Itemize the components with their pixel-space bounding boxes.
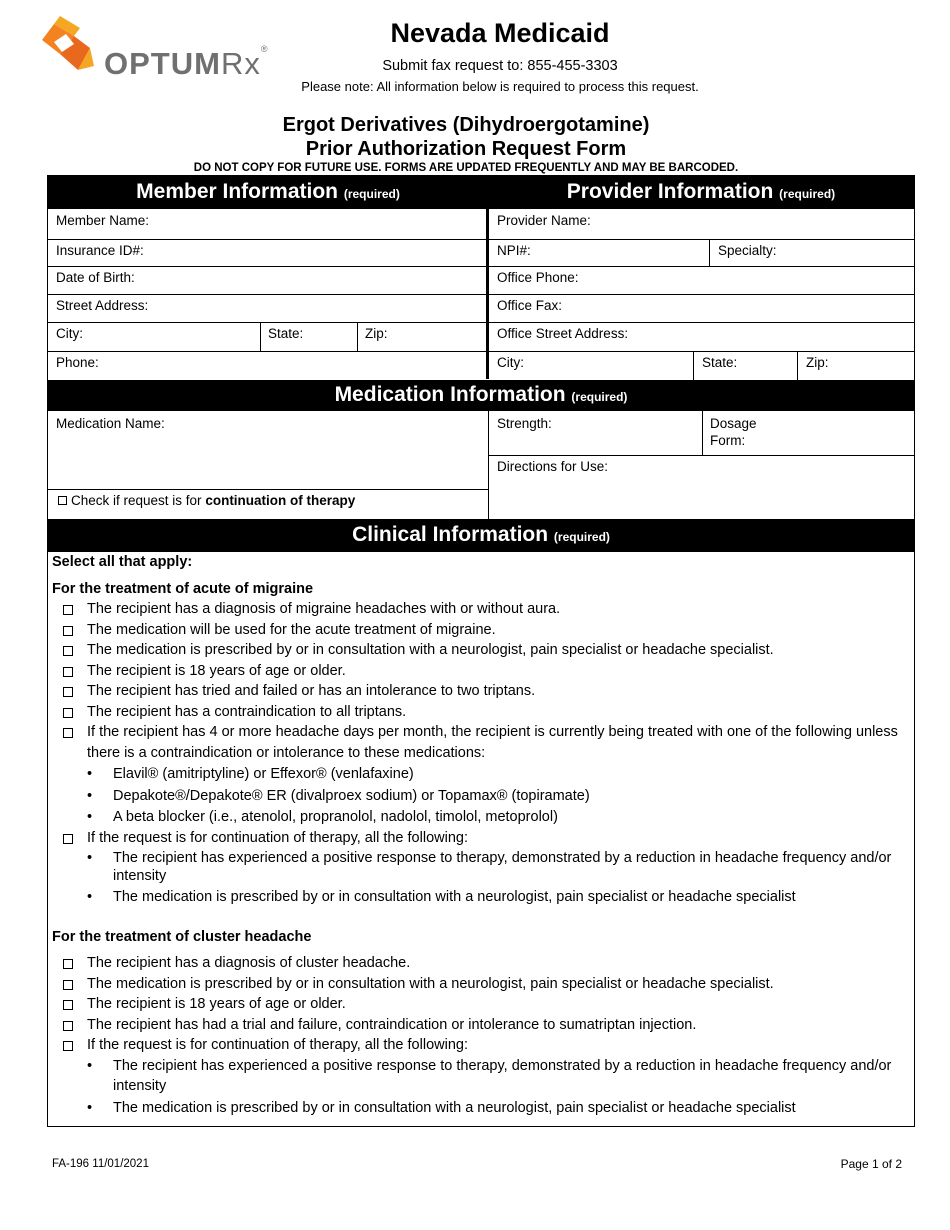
cluster-criterion[interactable]: The recipient has a diagnosis of cluster headache. [52,953,912,974]
clinical-criteria [52,551,912,1118]
cluster-criterion[interactable]: If the request is for continuation of therapy, all the following: [52,1035,912,1056]
cluster-criterion[interactable]: The recipient has had a trial and failure, contraindication or intolerance to sumatriptan injection. [52,1015,912,1036]
checkbox-icon[interactable] [63,687,73,697]
continuation-requirement: • The recipient has experienced a positive response to therapy, demonstrated by a reduction in headache frequency and/or intensity [52,1056,912,1096]
migraine-criterion[interactable]: The recipient has tried and failed or has an intolerance to two triptans. [52,681,912,702]
cluster-section-heading: For the treatment of cluster headache [52,928,312,945]
checkbox-icon[interactable] [63,959,73,969]
row-line [48,351,914,352]
continuation-requirement: • The recipient has experienced a positive response to therapy, demonstrated by a reduction in headache frequency and/or intensity [52,849,912,885]
checkbox-icon[interactable] [63,834,73,844]
required-note: Please note: All information below is required to process this request. [301,79,699,94]
provider-city-field[interactable]: City: [497,355,524,370]
cluster-criterion[interactable]: The recipient is 18 years of age or older. [52,994,912,1015]
checkbox-icon[interactable] [63,626,73,636]
checkbox-icon[interactable] [63,605,73,615]
form-id: FA-196 11/01/2021 [52,1158,149,1170]
form-title: Ergot Derivatives (Dihydroergotamine) Prior Authorization Request Form [282,114,650,160]
migraine-continuation-criterion[interactable]: If the request is for continuation of therapy, all the following: [52,828,912,849]
cluster-criterion[interactable]: The medication is prescribed by or in consultation with a neurologist, pain specialist or headache specialist. [52,974,912,995]
migraine-criterion[interactable]: The medication will be used for the acute treatment of migraine. [52,620,912,641]
dosage-form-field[interactable]: Dosage Form: [710,416,757,448]
strength-field[interactable]: Strength: [497,416,552,431]
member-city-field[interactable]: City: [56,326,83,341]
migraine-section-heading: For the treatment of acute of migraine [52,580,314,597]
page-title: Nevada Medicaid [390,18,610,48]
medication-option: • Elavil® (amitriptyline) or Effexor® (venlafaxine) [52,764,912,785]
migraine-criterion[interactable]: The medication is prescribed by or in consultation with a neurologist, pain specialist or headache specialist. [52,640,912,661]
checkbox-icon[interactable] [63,1000,73,1010]
member-heading: Member Information (required) [136,180,400,203]
office-street-field[interactable]: Office Street Address: [497,326,629,341]
medication-heading: Medication Information (required) [48,380,914,411]
copy-warning: DO NOT COPY FOR FUTURE USE. FORMS ARE UPDATED FREQUENTLY AND MAY BE BARCODED. [193,162,739,174]
continuation-requirement: • The medication is prescribed by or in consultation with a neurologist, pain specialist or headache specialist [52,887,912,908]
medication-name-field[interactable]: Medication Name: [56,416,165,431]
provider-state-field[interactable]: State: [702,355,738,370]
migraine-criterion[interactable]: The recipient has a diagnosis of migraine headaches with or without aura. [52,599,912,620]
member-phone-field[interactable]: Phone: [56,355,99,370]
migraine-criterion[interactable]: The recipient is 18 years of age or older. [52,661,912,682]
migraine-criterion[interactable]: The recipient has a contraindication to all triptans. [52,702,912,723]
office-fax-field[interactable]: Office Fax: [497,298,563,313]
street-address-field[interactable]: Street Address: [56,298,149,313]
date-of-birth-field[interactable]: Date of Birth: [56,270,135,285]
fax-instruction: Submit fax request to: 855-455-3303 [382,58,618,74]
checkbox-icon[interactable] [63,646,73,656]
migraine-criterion[interactable]: If the recipient has 4 or more headache days per month, the recipient is currently being treated with one of the following unless there is a contraindication or intolerance to these medications: [52,722,912,763]
member-zip-field[interactable]: Zip: [365,326,388,341]
page-number: Page 1 of 2 [840,1157,902,1171]
prior-authorization-form [47,175,915,1127]
specialty-field[interactable]: Specialty: [718,243,777,258]
directions-field[interactable]: Directions for Use: [497,459,609,474]
provider-zip-field[interactable]: Zip: [806,355,829,370]
checkbox-icon[interactable] [63,667,73,677]
continuation-requirement: • The medication is prescribed by or in consultation with a neurologist, pain specialist or headache specialist [52,1098,912,1119]
checkbox-icon[interactable] [63,1021,73,1031]
provider-name-field[interactable]: Provider Name: [497,213,591,228]
clinical-heading: Clinical Information (required) [48,519,914,552]
checkbox-icon[interactable] [63,708,73,718]
row-line [48,294,914,295]
provider-heading: Provider Information (required) [566,180,836,203]
insurance-id-field[interactable]: Insurance ID#: [56,243,144,258]
continuation-checkbox[interactable]: Check if request is for continuation of therapy [50,490,363,511]
member-state-field[interactable]: State: [268,326,304,341]
office-phone-field[interactable]: Office Phone: [497,270,579,285]
npi-field[interactable]: NPI#: [497,243,531,258]
member-name-field[interactable]: Member Name: [56,213,150,228]
optumrx-wordmark: OPTUMRx® [104,44,269,81]
checkbox-icon[interactable] [63,728,73,738]
row-line [48,322,914,323]
checkbox-icon[interactable] [63,1041,73,1051]
row-line [48,266,914,267]
checkbox-icon[interactable] [58,496,67,505]
medication-option: • Depakote®/Depakote® ER (divalproex sodium) or Topamax® (topiramate) [52,786,912,807]
select-all-label: Select all that apply: [52,554,193,570]
checkbox-icon[interactable] [63,980,73,990]
medication-option: • A beta blocker (i.e., atenolol, propranolol, nadolol, timolol, metoprolol) [52,807,912,828]
